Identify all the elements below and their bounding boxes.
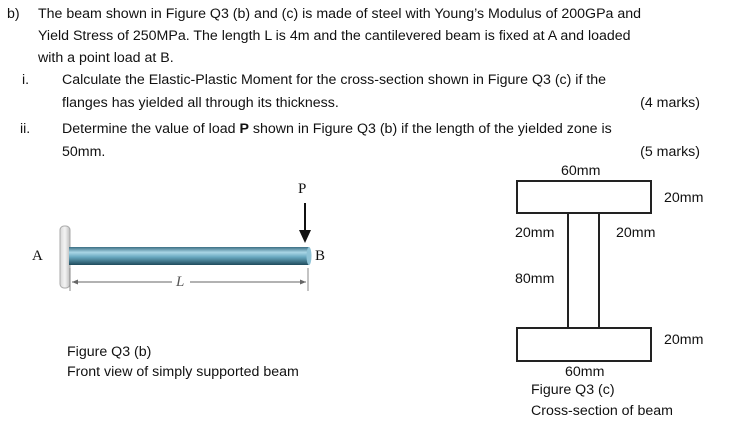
part-label: b) bbox=[7, 6, 20, 22]
subpart-ii-marks: (5 marks) bbox=[640, 144, 700, 160]
figure-c-caption-subtitle: Cross-section of beam bbox=[531, 403, 673, 419]
length-label-l: L bbox=[176, 274, 185, 290]
bottom-width-label: 60mm bbox=[565, 364, 605, 380]
web bbox=[568, 213, 599, 328]
figure-b-caption-subtitle: Front view of simply supported beam bbox=[67, 364, 299, 380]
subpart-i-label: i. bbox=[22, 72, 30, 88]
subpart-ii-text-pre: Determine the value of load bbox=[62, 121, 240, 137]
web-right-label: 20mm bbox=[616, 225, 656, 241]
figure-c-caption-title: Figure Q3 (c) bbox=[531, 382, 615, 398]
subpart-i-line-1: Calculate the Elastic-Plastic Moment for the cross-section shown in Figure Q3 (c) if the bbox=[62, 72, 607, 88]
subpart-ii-label: ii. bbox=[20, 121, 31, 137]
web-left-label: 20mm bbox=[515, 225, 555, 241]
bottom-flange-thickness-label: 20mm bbox=[664, 332, 704, 348]
end-label-b: B bbox=[315, 248, 326, 264]
top-width-label: 60mm bbox=[561, 163, 601, 179]
top-flange-thickness-label: 20mm bbox=[664, 190, 704, 206]
top-flange bbox=[517, 181, 651, 213]
load-label-p: P bbox=[298, 181, 307, 197]
subpart-i-marks: (4 marks) bbox=[640, 95, 700, 111]
figure-b-caption-title: Figure Q3 (b) bbox=[67, 344, 152, 360]
intro-line-3: with a point load at B. bbox=[38, 50, 174, 66]
intro-line-1: The beam shown in Figure Q3 (b) and (c) is made of steel with Young’s Modulus of 200GPa and bbox=[38, 6, 642, 22]
subpart-i-line-2: flanges has yielded all through its thickness. bbox=[62, 95, 339, 111]
subpart-ii-text-post: shown in Figure Q3 (b) if the length of the yielded zone is bbox=[248, 121, 612, 137]
web-height-label: 80mm bbox=[515, 271, 555, 287]
subpart-ii-line-2: 50mm. bbox=[62, 144, 106, 160]
intro-line-2: Yield Stress of 250MPa. The length L is 4m and the cantilevered beam is fixed at A and loaded bbox=[38, 28, 631, 44]
load-symbol-bold: P bbox=[239, 121, 249, 137]
bottom-flange bbox=[517, 328, 651, 361]
support-label-a: A bbox=[32, 248, 43, 264]
